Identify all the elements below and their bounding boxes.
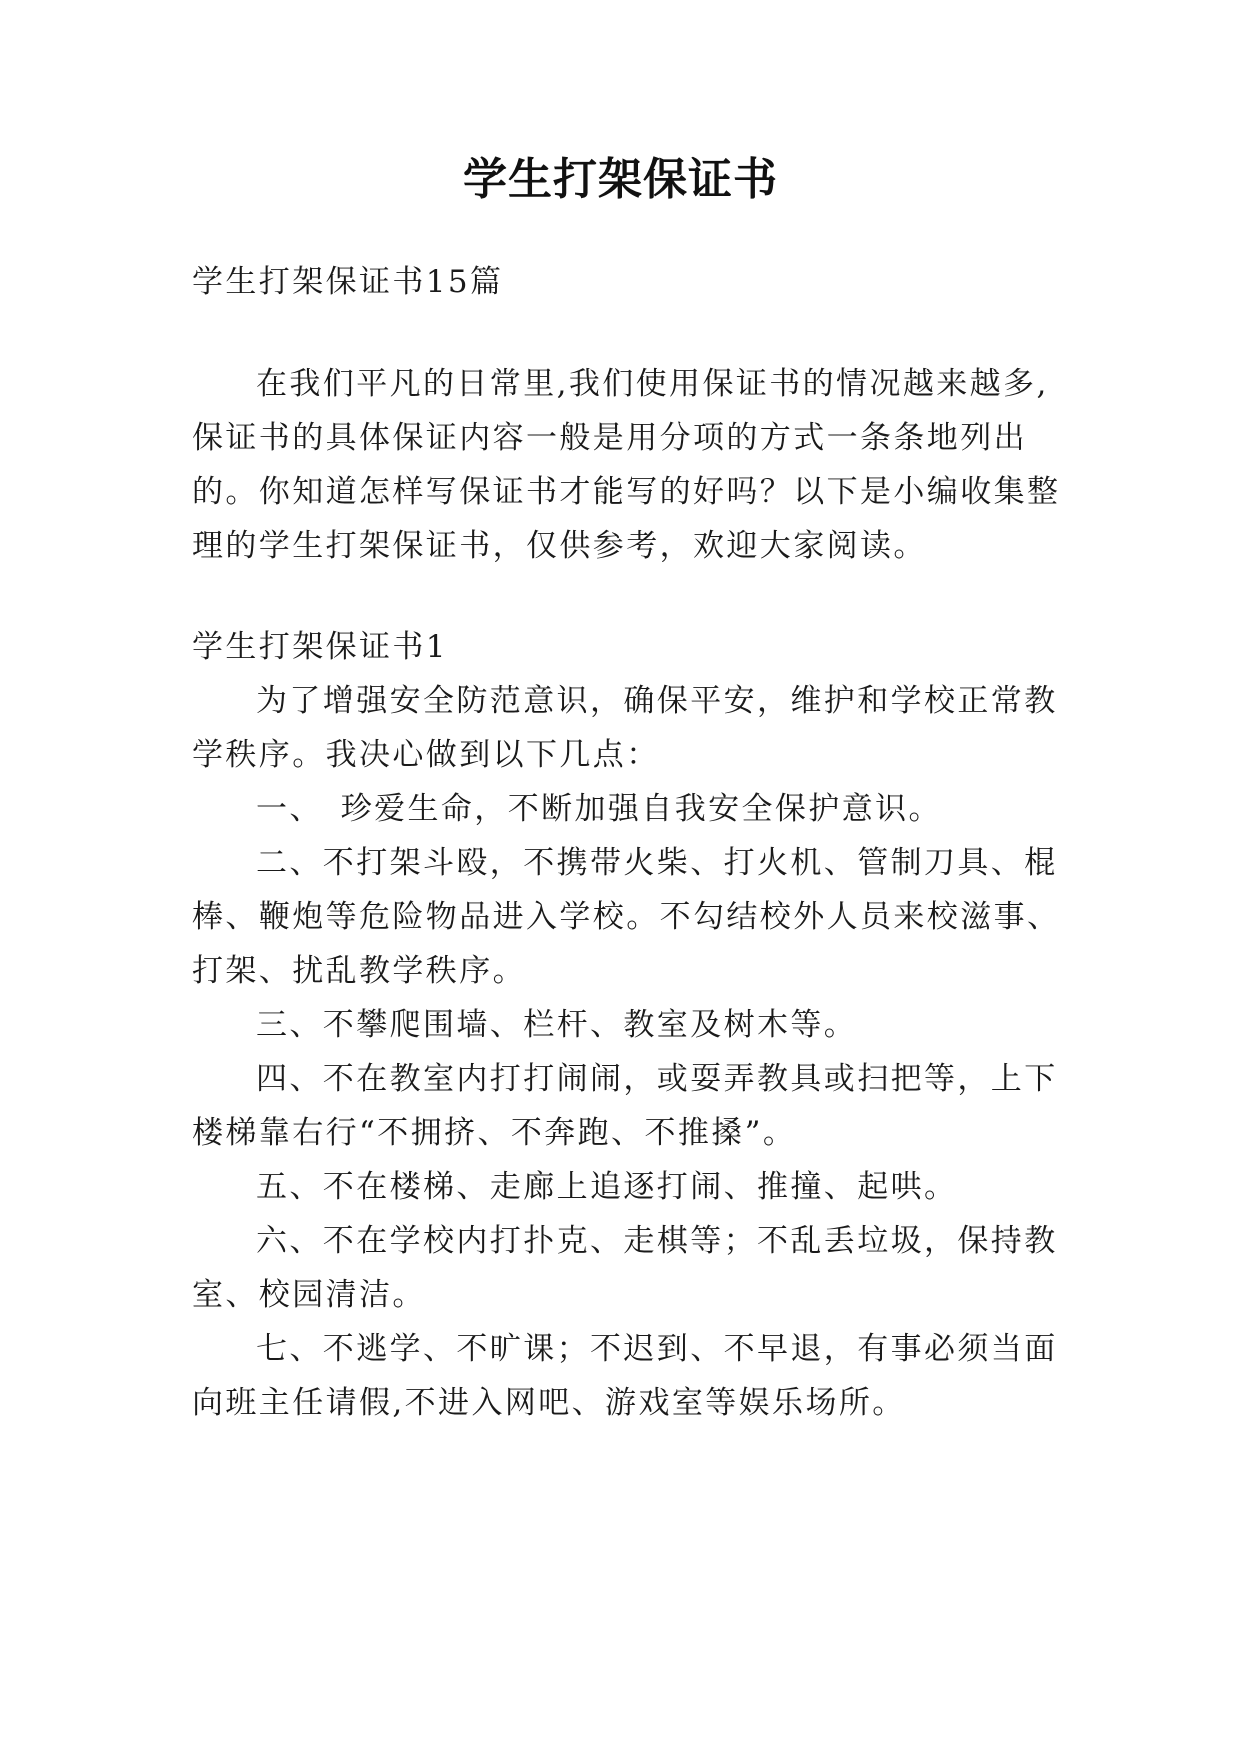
body-line: 五、不在楼梯、走廊上追逐打闹、推撞、起哄。 [256,1169,958,1205]
body-line: 学秩序。我决心做到以下几点： [192,737,660,773]
body-line: 一、 珍爱生命，不断加强自我安全保护意识。 [256,791,942,827]
intro-line: 保证书的具体保证内容一般是用分项的方式一条条地列出 [192,420,1027,456]
body-line: 室、校园清洁。 [192,1277,426,1313]
body-line: 四、不在教室内打打闹闹，或耍弄教具或扫把等，上下 [256,1061,1058,1097]
document-title: 学生打架保证书 [463,154,778,205]
intro-line: 的。你知道怎样写保证书才能写的好吗？以下是小编收集整 [192,474,1061,510]
body-line: 六、不在学校内打扑克、走棋等；不乱丢垃圾，保持教 [256,1223,1058,1259]
section-heading: 学生打架保证书1 [192,629,448,665]
intro-line: 理的学生打架保证书，仅供参考，欢迎大家阅读。 [192,528,927,564]
body-line: 二、不打架斗殴，不携带火柴、打火机、管制刀具、棍 [256,845,1058,881]
document-subtitle: 学生打架保证书15篇 [192,264,504,300]
body-line: 棒、鞭炮等危险物品进入学校。不勾结校外人员来校滋事、 [192,899,1061,935]
body-line: 向班主任请假,不进入网吧、游戏室等娱乐场所。 [192,1385,906,1421]
body-line: 楼梯靠右行“不拥挤、不奔跑、不推搡”。 [192,1115,797,1151]
intro-line: 在我们平凡的日常里,我们使用保证书的情况越来越多, [256,366,1049,402]
body-line: 打架、扰乱教学秩序。 [192,953,526,989]
body-line: 三、不攀爬围墙、栏杆、教室及树木等。 [256,1007,858,1043]
body-line: 七、不逃学、不旷课；不迟到、不早退，有事必须当面 [256,1331,1058,1367]
body-line: 为了增强安全防范意识，确保平安，维护和学校正常教 [256,683,1058,719]
